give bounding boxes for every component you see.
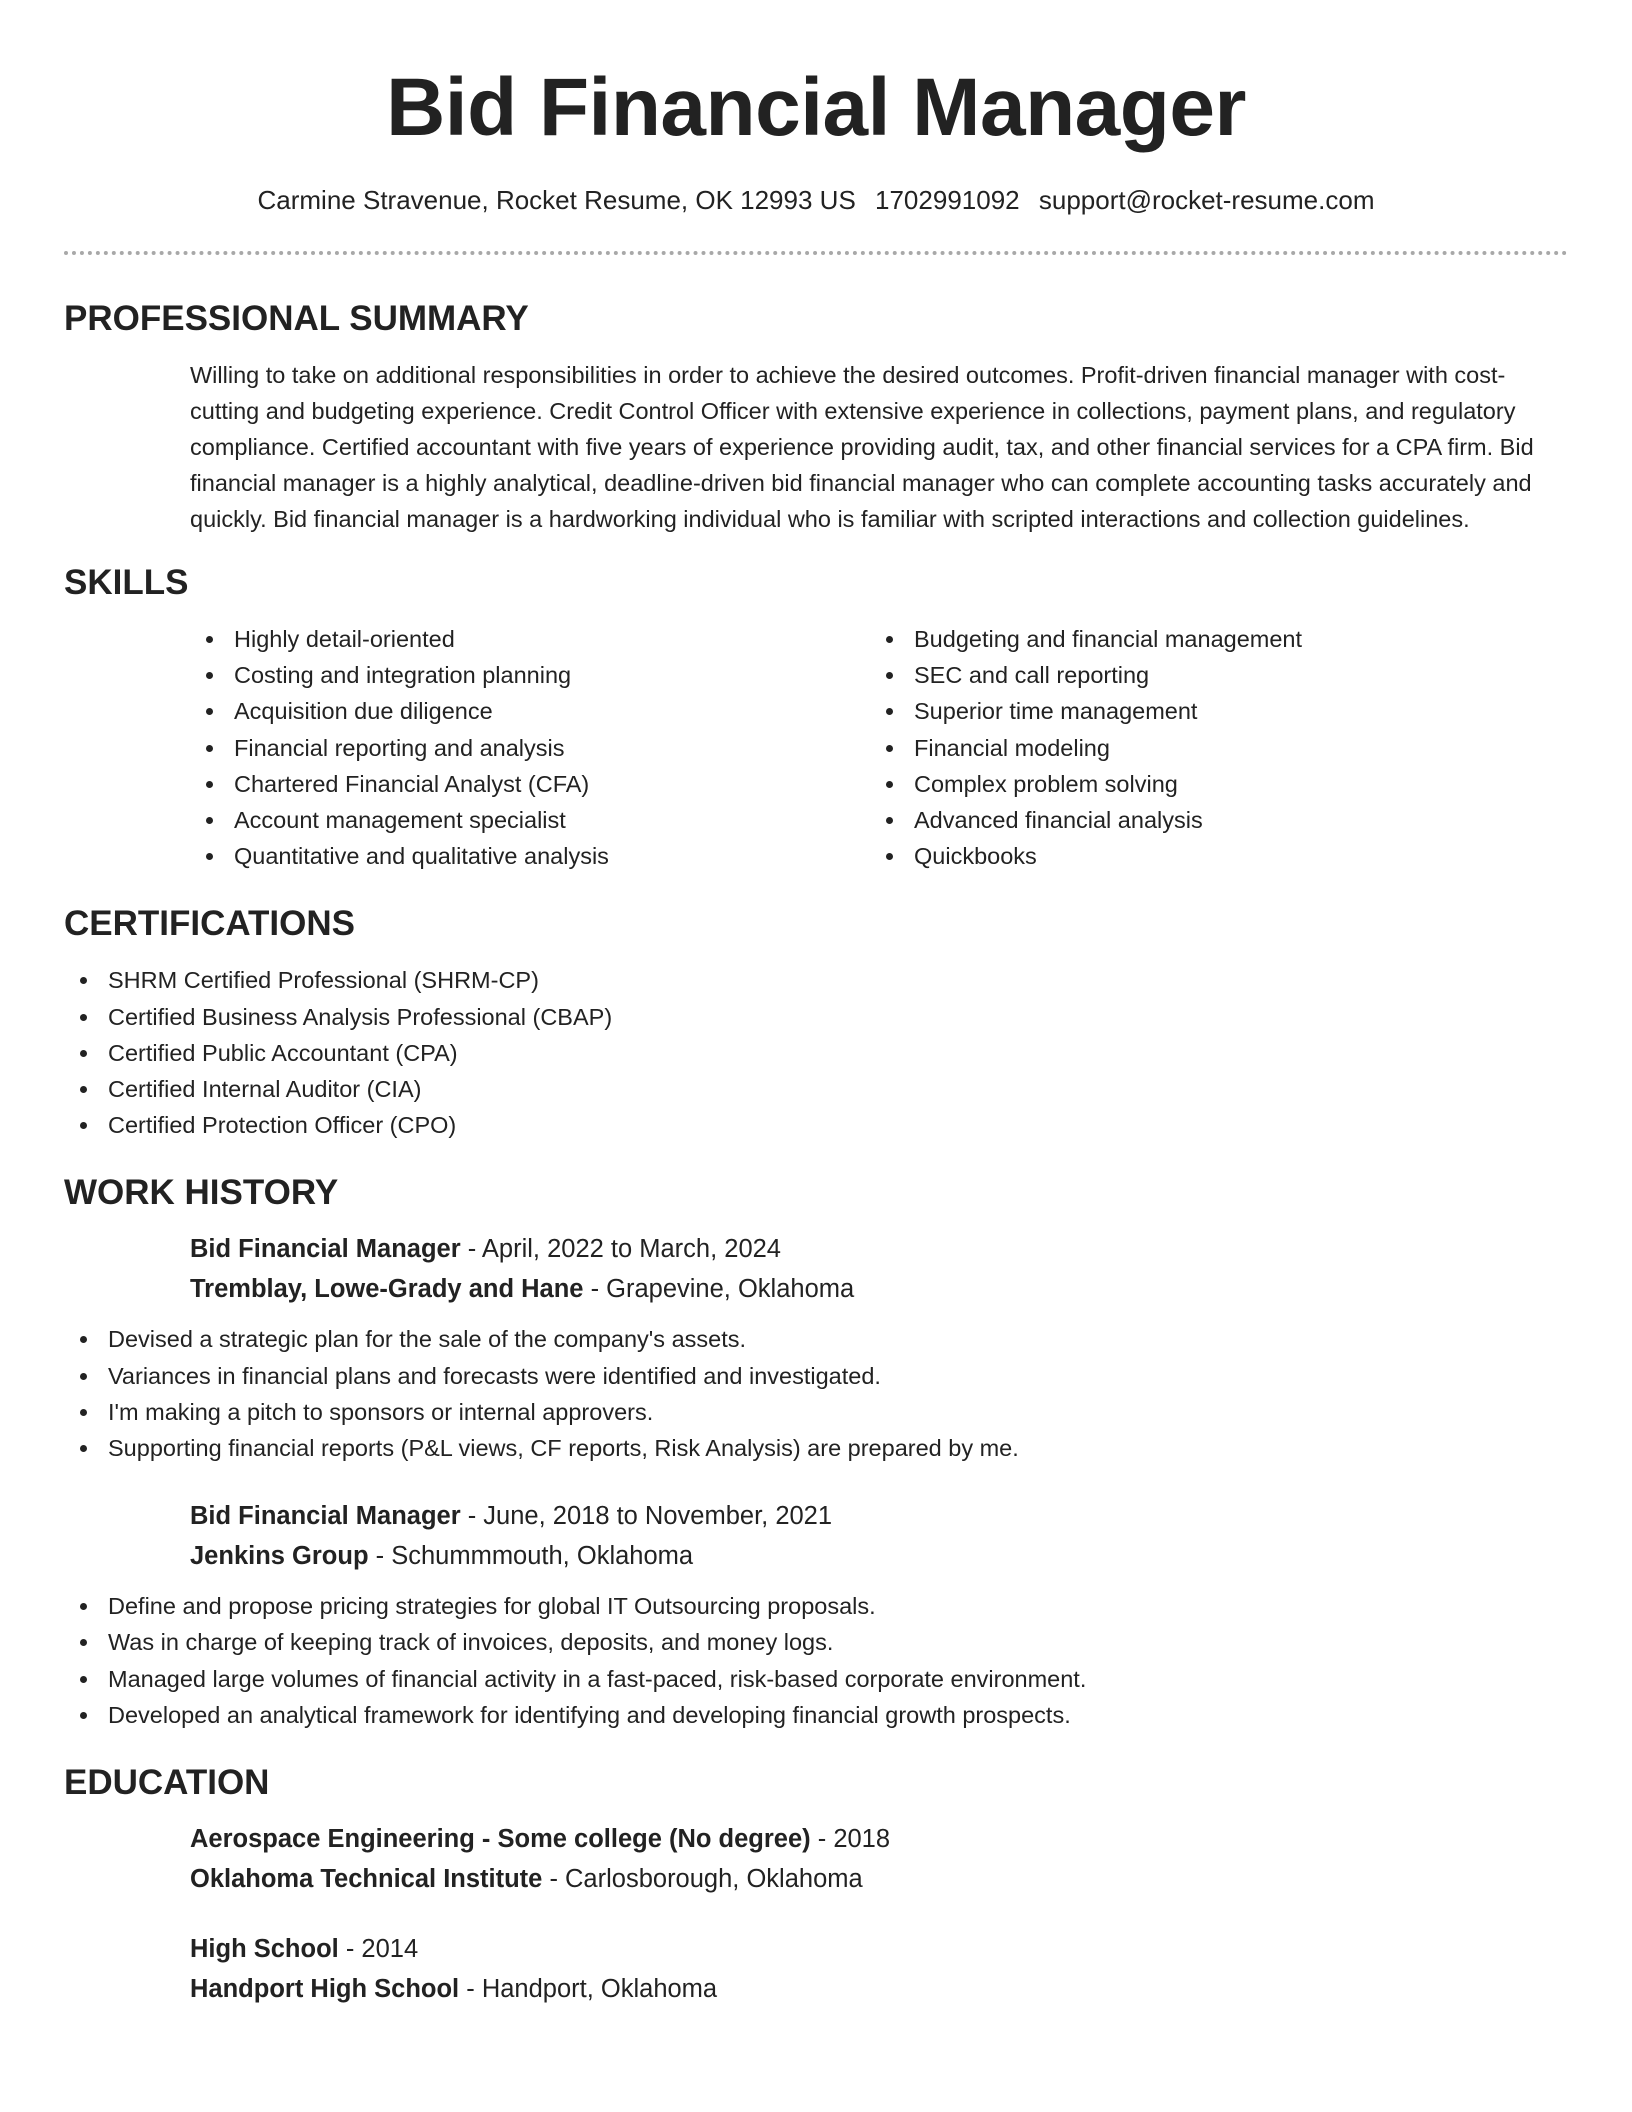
job-title: Bid Financial Manager: [190, 1235, 461, 1264]
education-heading: EDUCATION: [64, 1763, 270, 1803]
skills-list-right: [870, 621, 1550, 874]
education-degree: High School: [190, 1935, 339, 1964]
contact-address: Carmine Stravenue, Rocket Resume, OK 12993 US: [257, 185, 856, 215]
job-entry: [64, 1496, 1568, 1576]
skills-list-left: [190, 621, 870, 874]
list-item: Complex problem solving: [870, 766, 1550, 802]
list-item: Advanced financial analysis: [870, 802, 1550, 838]
job-entry: [64, 1229, 1568, 1309]
education-year: - 2014: [338, 1935, 419, 1964]
education-degree: Aerospace Engineering - Some college (No degree): [190, 1825, 811, 1854]
education-section: [64, 1761, 1568, 2009]
list-item: Costing and integration planning: [190, 657, 870, 693]
list-item: Highly detail-oriented: [190, 621, 870, 657]
job-title-line: [190, 1229, 1568, 1269]
job-dates: - June, 2018 to November, 2021: [460, 1502, 833, 1531]
contact-email: support@rocket-resume.com: [1038, 185, 1375, 215]
work-history-section: [64, 1171, 1568, 1733]
job-company-line: [190, 1269, 1568, 1309]
job-title-line: [190, 1496, 1568, 1536]
job-location: - Grapevine, Oklahoma: [583, 1275, 855, 1304]
summary-heading: PROFESSIONAL SUMMARY: [64, 299, 529, 338]
skills-columns: [64, 621, 1568, 874]
job-duties-list: [64, 1588, 1568, 1733]
list-item: Certified Business Analysis Professional (CBAP): [64, 999, 1568, 1035]
contact-phone: 1702991092: [875, 185, 1020, 215]
education-school: Oklahoma Technical Institute: [190, 1865, 543, 1894]
list-item: Budgeting and financial management: [870, 621, 1550, 657]
education-school: Handport High School: [190, 1975, 460, 2004]
list-item: I'm making a pitch to sponsors or internal approvers.: [64, 1394, 1568, 1430]
education-location: - Carlosborough, Oklahoma: [542, 1865, 863, 1894]
list-item: Certified Internal Auditor (CIA): [64, 1071, 1568, 1107]
job-title: Bid Financial Manager: [190, 1502, 461, 1531]
education-degree-line: [190, 1819, 1568, 1859]
skills-section: [64, 561, 1568, 874]
list-item: Acquisition due diligence: [190, 693, 870, 729]
list-item: Variances in financial plans and forecasts were identified and investigated.: [64, 1358, 1568, 1394]
list-item: Account management specialist: [190, 802, 870, 838]
summary-text: Willing to take on additional responsibilities in order to achieve the desired outcomes. Profit-driven financial manager with cost-cutting and budgeting experience. Credit Control Officer with extensive experience in collections, payment plans, and regulatory compliance. Certified accountant with five years of experience providing audit, tax, and other financial services for a CPA firm. Bid financial manager is a highly analytical, deadline-driven bid financial manager who can complete accounting tasks accurately and quickly. Bid financial manager is a hardworking individual who is familiar with scripted interactions and collection guidelines.: [190, 362, 1534, 532]
list-item: Chartered Financial Analyst (CFA): [190, 766, 870, 802]
education-degree-line: [190, 1929, 1568, 1969]
list-item: Quickbooks: [870, 838, 1550, 874]
certifications-list: [64, 962, 1568, 1143]
list-item: Certified Protection Officer (CPO): [64, 1107, 1568, 1143]
job-company: Tremblay, Lowe-Grady and Hane: [190, 1275, 584, 1304]
certifications-heading: CERTIFICATIONS: [64, 904, 356, 944]
list-item: Define and propose pricing strategies for global IT Outsourcing proposals.: [64, 1588, 1568, 1624]
list-item: SHRM Certified Professional (SHRM-CP): [64, 962, 1568, 998]
education-school-line: [190, 1859, 1568, 1899]
skills-heading: SKILLS: [64, 563, 189, 602]
work-history-heading: WORK HISTORY: [64, 1173, 339, 1213]
job-dates: - April, 2022 to March, 2024: [460, 1235, 781, 1264]
list-item: Certified Public Accountant (CPA): [64, 1035, 1568, 1071]
list-item: SEC and call reporting: [870, 657, 1550, 693]
list-item: Supporting financial reports (P&L views, CF reports, Risk Analysis) are prepared by me.: [64, 1430, 1568, 1466]
list-item: Devised a strategic plan for the sale of the company's assets.: [64, 1321, 1568, 1357]
job-company: Jenkins Group: [190, 1542, 369, 1571]
resume-title: Bid Financial Manager: [386, 62, 1246, 153]
job-company-line: [190, 1536, 1568, 1576]
summary-section: [64, 297, 1568, 537]
education-entry: [64, 1819, 1568, 1899]
list-item: Was in charge of keeping track of invoices, deposits, and money logs.: [64, 1624, 1568, 1660]
education-school-line: [190, 1969, 1568, 2009]
education-entry: [64, 1929, 1568, 2009]
job-location: - Schummmouth, Oklahoma: [368, 1542, 694, 1571]
list-item: Financial modeling: [870, 730, 1550, 766]
contact-line: [64, 182, 1568, 218]
list-item: Managed large volumes of financial activity in a fast-paced, risk-based corporate environment.: [64, 1661, 1568, 1697]
education-year: - 2018: [810, 1825, 891, 1854]
list-item: Superior time management: [870, 693, 1550, 729]
certifications-section: [64, 902, 1568, 1143]
education-location: - Handport, Oklahoma: [459, 1975, 718, 2004]
list-item: Developed an analytical framework for identifying and developing financial growth prospects.: [64, 1697, 1568, 1733]
list-item: Quantitative and qualitative analysis: [190, 838, 870, 874]
list-item: Financial reporting and analysis: [190, 730, 870, 766]
header-divider: [64, 251, 1568, 255]
job-duties-list: [64, 1321, 1568, 1466]
